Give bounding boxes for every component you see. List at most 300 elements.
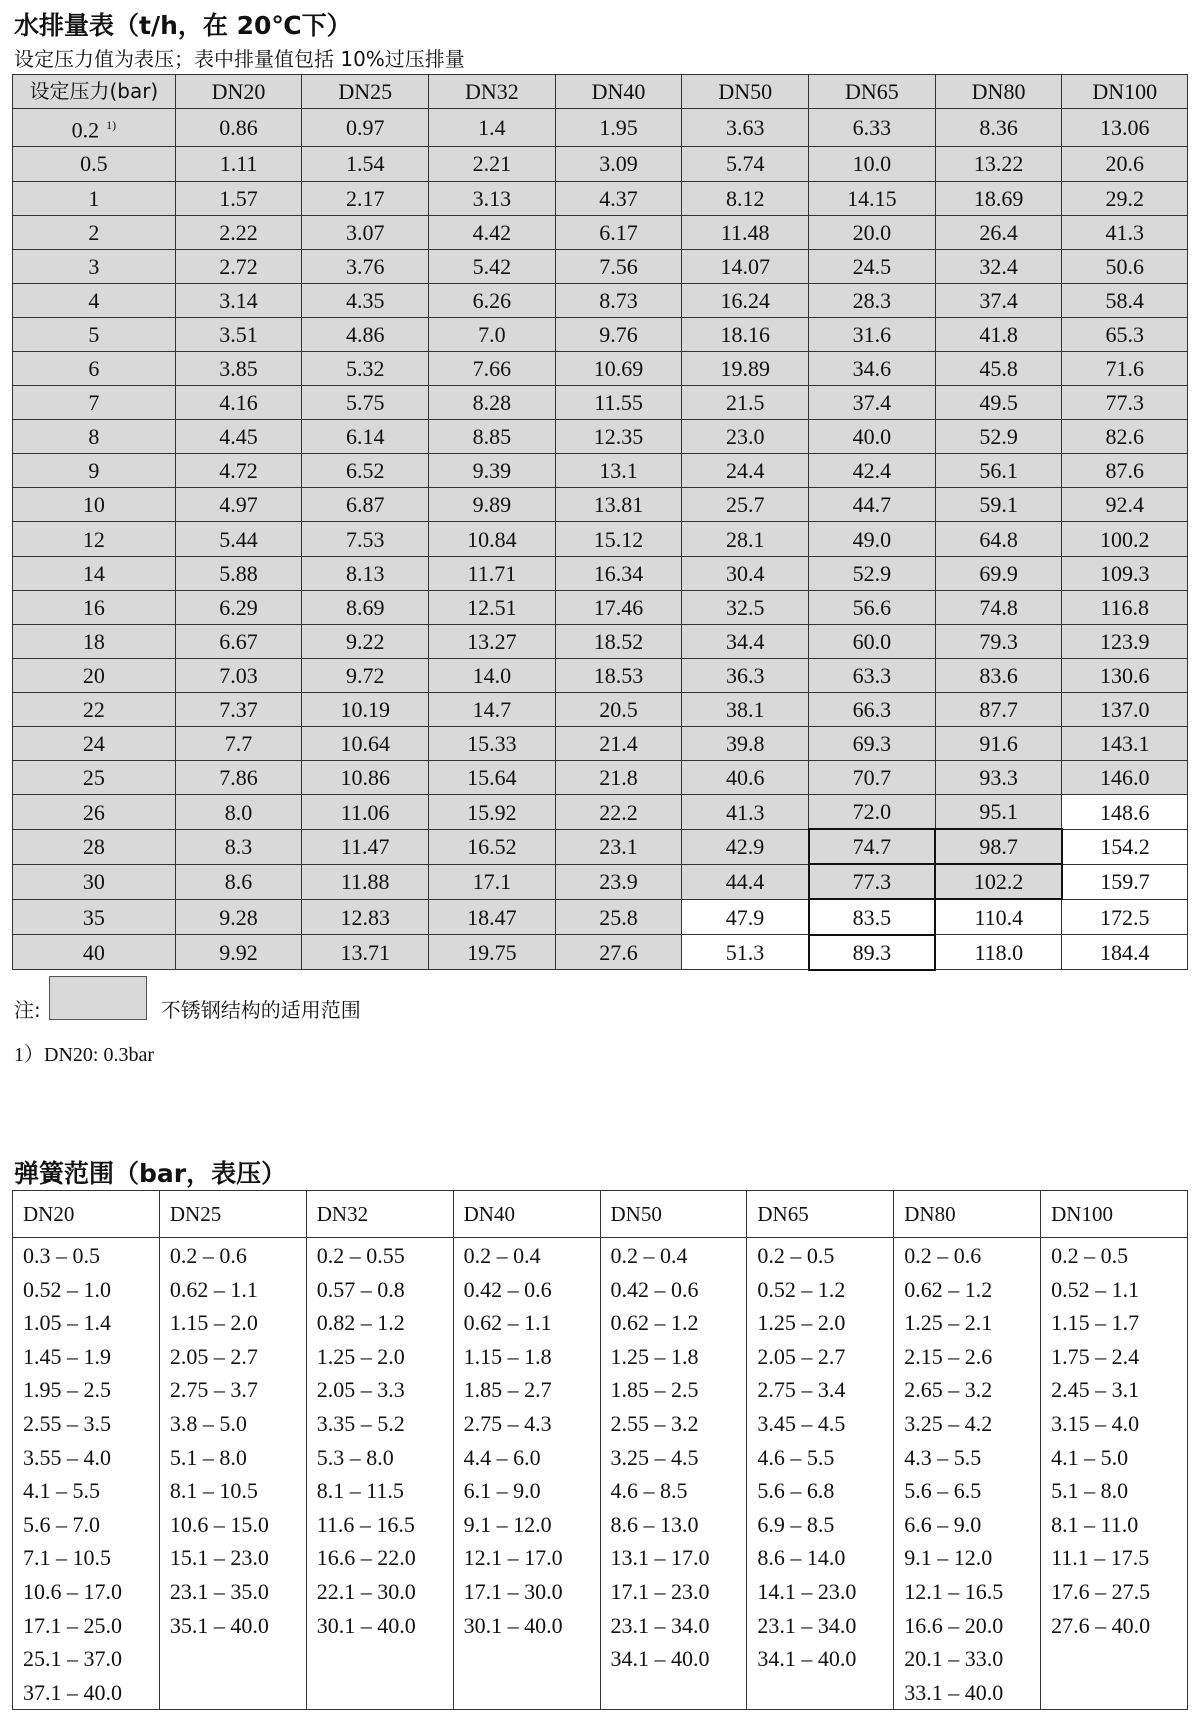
flow-row bbox=[13, 522, 1188, 556]
spring-header-dn32: DN32 bbox=[306, 1191, 453, 1238]
set-pressure-value: 3 bbox=[88, 253, 100, 279]
spring-range: 2.05 – 3.3 bbox=[316, 1377, 405, 1403]
spring-range: 2.75 – 3.7 bbox=[169, 1377, 258, 1403]
spring-range: 4.4 – 6.0 bbox=[463, 1444, 541, 1470]
flow-row bbox=[13, 795, 1188, 830]
spring-range: 2.55 – 3.5 bbox=[23, 1410, 111, 1436]
flow-value-cell: 14.15 bbox=[809, 181, 936, 215]
spring-range: 6.6 – 9.0 bbox=[904, 1511, 982, 1537]
flow-value-cell: 13.27 bbox=[429, 624, 556, 658]
spring-range: 0.52 – 1.0 bbox=[23, 1276, 111, 1302]
spring-range: 20.1 – 33.0 bbox=[904, 1646, 1004, 1672]
flow-value-cell: 116.8 bbox=[1062, 590, 1188, 624]
flow-value-cell: 118.0 bbox=[935, 935, 1062, 970]
flow-value-cell: 52.9 bbox=[935, 420, 1062, 454]
flow-value-cell: 21.8 bbox=[555, 761, 682, 795]
spring-range: 1.15 – 2.0 bbox=[169, 1310, 258, 1336]
spring-range: 37.1 – 40.0 bbox=[23, 1679, 122, 1705]
spring-range: 34.1 – 40.0 bbox=[757, 1646, 857, 1672]
flow-value-cell: 10.64 bbox=[302, 727, 429, 761]
flow-value-cell: 77.3 bbox=[809, 864, 936, 899]
spring-range: 3.25 – 4.5 bbox=[610, 1444, 699, 1470]
spring-range: 3.25 – 4.2 bbox=[904, 1410, 993, 1436]
flow-value-cell: 70.7 bbox=[809, 761, 936, 795]
spring-range: 5.1 – 8.0 bbox=[169, 1444, 247, 1470]
spring-range: 0.2 – 0.55 bbox=[316, 1243, 405, 1268]
flow-value-cell: 5.32 bbox=[302, 351, 429, 385]
flow-value-cell: 1.95 bbox=[555, 109, 682, 147]
flow-value-cell: 49.0 bbox=[809, 522, 936, 556]
spring-range: 23.1 – 34.0 bbox=[757, 1612, 857, 1638]
spring-range: 4.6 – 8.5 bbox=[610, 1478, 688, 1504]
flow-table-title: 水排量表（t/h，在 20℃下） bbox=[14, 11, 352, 40]
flow-value-cell: 7.0 bbox=[429, 317, 556, 351]
flow-row bbox=[13, 317, 1188, 351]
flow-value-cell: 34.6 bbox=[809, 351, 936, 385]
flow-value-cell: 0.97 bbox=[302, 109, 429, 147]
flow-value-cell: 28.1 bbox=[682, 522, 809, 556]
flow-value-cell: 31.6 bbox=[809, 317, 936, 351]
flow-value-cell: 32.4 bbox=[935, 249, 1062, 283]
set-pressure-value: 16 bbox=[82, 594, 105, 620]
spring-range: 2.75 – 3.4 bbox=[757, 1377, 846, 1403]
set-pressure-cell bbox=[13, 727, 176, 761]
flow-value-cell: 9.76 bbox=[555, 317, 682, 351]
flow-value-cell: 11.71 bbox=[429, 556, 556, 590]
spring-range: 10.6 – 17.0 bbox=[23, 1578, 122, 1604]
flow-value-cell: 8.36 bbox=[935, 109, 1062, 147]
spring-header-dn80: DN80 bbox=[894, 1191, 1041, 1238]
flow-value-cell: 8.6 bbox=[175, 864, 302, 899]
spring-range: 3.55 – 4.0 bbox=[23, 1444, 111, 1470]
flow-value-cell: 3.13 bbox=[429, 181, 556, 215]
spring-column bbox=[600, 1238, 747, 1710]
spring-range: 17.1 – 23.0 bbox=[610, 1578, 710, 1604]
flow-value-cell: 11.48 bbox=[682, 215, 809, 249]
spring-column bbox=[159, 1238, 306, 1710]
flow-value-cell: 15.64 bbox=[429, 761, 556, 795]
flow-value-cell: 21.4 bbox=[555, 727, 682, 761]
flow-row bbox=[13, 283, 1188, 317]
flow-value-cell: 39.8 bbox=[682, 727, 809, 761]
flow-value-cell: 25.8 bbox=[555, 899, 682, 934]
flow-value-cell: 6.67 bbox=[175, 624, 302, 658]
flow-value-cell: 18.52 bbox=[555, 624, 682, 658]
flow-value-cell: 72.0 bbox=[809, 795, 936, 830]
flow-value-cell: 14.7 bbox=[429, 692, 556, 726]
set-pressure-cell bbox=[13, 899, 176, 934]
flow-value-cell: 12.83 bbox=[302, 899, 429, 934]
set-pressure-cell bbox=[13, 488, 176, 522]
flow-value-cell: 38.1 bbox=[682, 692, 809, 726]
flow-value-cell: 20.6 bbox=[1062, 147, 1188, 181]
spring-range: 8.1 – 11.0 bbox=[1051, 1511, 1139, 1537]
flow-value-cell: 40.0 bbox=[809, 420, 936, 454]
flow-value-cell: 6.17 bbox=[555, 215, 682, 249]
flow-value-cell: 148.6 bbox=[1062, 795, 1188, 830]
flow-value-cell: 41.3 bbox=[1062, 215, 1188, 249]
flow-value-cell: 9.89 bbox=[429, 488, 556, 522]
flow-row bbox=[13, 761, 1188, 795]
flow-value-cell: 49.5 bbox=[935, 386, 1062, 420]
flow-value-cell: 56.6 bbox=[809, 590, 936, 624]
spring-range: 0.52 – 1.1 bbox=[1051, 1276, 1140, 1302]
set-pressure-value: 9 bbox=[88, 458, 100, 484]
flow-value-cell: 13.1 bbox=[555, 454, 682, 488]
spring-range: 3.8 – 5.0 bbox=[169, 1410, 247, 1436]
spring-range: 1.85 – 2.7 bbox=[463, 1377, 552, 1403]
flow-value-cell: 5.44 bbox=[175, 522, 302, 556]
spring-range: 5.6 – 6.5 bbox=[904, 1478, 982, 1504]
flow-value-cell: 4.42 bbox=[429, 215, 556, 249]
flow-value-cell: 6.33 bbox=[809, 109, 936, 147]
spring-range: 33.1 – 40.0 bbox=[904, 1679, 1004, 1705]
flow-value-cell: 45.8 bbox=[935, 351, 1062, 385]
flow-row bbox=[13, 727, 1188, 761]
flow-value-cell: 137.0 bbox=[1062, 692, 1188, 726]
flow-value-cell: 16.34 bbox=[555, 556, 682, 590]
set-pressure-value: 6 bbox=[88, 356, 100, 382]
spring-column bbox=[13, 1238, 160, 1710]
set-pressure-cell bbox=[13, 351, 176, 385]
set-pressure-cell bbox=[13, 864, 176, 899]
flow-value-cell: 1.57 bbox=[175, 181, 302, 215]
flow-value-cell: 7.03 bbox=[175, 658, 302, 692]
spring-range: 0.52 – 1.2 bbox=[757, 1276, 846, 1302]
header-dn32: DN32 bbox=[429, 75, 556, 109]
spring-range: 1.05 – 1.4 bbox=[23, 1310, 111, 1336]
flow-value-cell: 4.86 bbox=[302, 317, 429, 351]
flow-value-cell: 74.7 bbox=[809, 829, 936, 864]
set-pressure-value: 35 bbox=[82, 904, 105, 930]
set-pressure-value: 26 bbox=[82, 799, 105, 825]
flow-value-cell: 3.85 bbox=[175, 351, 302, 385]
spring-range: 23.1 – 35.0 bbox=[169, 1578, 269, 1604]
set-pressure-cell bbox=[13, 590, 176, 624]
set-pressure-value: 40 bbox=[82, 939, 105, 965]
set-pressure-cell bbox=[13, 283, 176, 317]
flow-value-cell: 7.37 bbox=[175, 692, 302, 726]
flow-value-cell: 2.22 bbox=[175, 215, 302, 249]
flow-value-cell: 4.37 bbox=[555, 181, 682, 215]
flow-value-cell: 9.92 bbox=[175, 935, 302, 970]
spring-range: 1.45 – 1.9 bbox=[23, 1343, 111, 1369]
flow-value-cell: 3.76 bbox=[302, 249, 429, 283]
set-pressure-cell bbox=[13, 249, 176, 283]
spring-range: 4.1 – 5.5 bbox=[23, 1478, 100, 1504]
flow-value-cell: 23.9 bbox=[555, 864, 682, 899]
flow-value-cell: 8.13 bbox=[302, 556, 429, 590]
set-pressure-value: 18 bbox=[82, 628, 105, 654]
flow-value-cell: 83.5 bbox=[809, 899, 936, 934]
spring-range: 14.1 – 23.0 bbox=[757, 1578, 857, 1604]
spring-column bbox=[894, 1238, 1041, 1710]
header-dn20: DN20 bbox=[175, 75, 302, 109]
spring-range: 8.6 – 14.0 bbox=[757, 1545, 846, 1571]
spring-range: 0.42 – 0.6 bbox=[463, 1276, 552, 1302]
set-pressure-value: 10 bbox=[82, 492, 105, 518]
spring-range: 0.42 – 0.6 bbox=[610, 1276, 699, 1302]
flow-value-cell: 3.07 bbox=[302, 215, 429, 249]
flow-value-cell: 2.17 bbox=[302, 181, 429, 215]
spring-range: 11.1 – 17.5 bbox=[1051, 1545, 1150, 1571]
flow-value-cell: 9.39 bbox=[429, 454, 556, 488]
flow-row bbox=[13, 386, 1188, 420]
flow-value-cell: 30.4 bbox=[682, 556, 809, 590]
set-pressure-cell bbox=[13, 147, 176, 181]
flow-value-cell: 18.47 bbox=[429, 899, 556, 934]
flow-value-cell: 79.3 bbox=[935, 624, 1062, 658]
spring-range: 6.9 – 8.5 bbox=[757, 1511, 835, 1537]
flow-value-cell: 13.06 bbox=[1062, 109, 1188, 147]
set-pressure-value: 7 bbox=[88, 390, 100, 416]
flow-value-cell: 11.55 bbox=[555, 386, 682, 420]
spring-range: 3.45 – 4.5 bbox=[757, 1410, 846, 1436]
header-dn80: DN80 bbox=[935, 75, 1062, 109]
set-pressure-cell bbox=[13, 454, 176, 488]
spring-range: 1.25 – 2.0 bbox=[757, 1310, 846, 1336]
flow-value-cell: 16.24 bbox=[682, 283, 809, 317]
flow-value-cell: 1.4 bbox=[429, 109, 556, 147]
flow-value-cell: 1.54 bbox=[302, 147, 429, 181]
flow-value-cell: 23.1 bbox=[555, 829, 682, 864]
flow-row bbox=[13, 215, 1188, 249]
shaded-swatch bbox=[49, 976, 147, 1020]
flow-value-cell: 19.89 bbox=[682, 351, 809, 385]
flow-row bbox=[13, 829, 1188, 864]
flow-row bbox=[13, 420, 1188, 454]
flow-value-cell: 10.86 bbox=[302, 761, 429, 795]
flow-row bbox=[13, 147, 1188, 181]
flow-value-cell: 7.56 bbox=[555, 249, 682, 283]
spring-column bbox=[1041, 1238, 1188, 1710]
spring-range: 17.1 – 30.0 bbox=[463, 1578, 563, 1604]
set-pressure-cell bbox=[13, 556, 176, 590]
flow-value-cell: 16.52 bbox=[429, 829, 556, 864]
set-pressure-cell bbox=[13, 795, 176, 830]
flow-value-cell: 1.11 bbox=[175, 147, 302, 181]
flow-value-cell: 14.0 bbox=[429, 658, 556, 692]
spring-range: 1.75 – 2.4 bbox=[1051, 1343, 1140, 1369]
flow-value-cell: 4.16 bbox=[175, 386, 302, 420]
set-pressure-value: 4 bbox=[88, 287, 100, 313]
header-dn100: DN100 bbox=[1062, 75, 1188, 109]
flow-value-cell: 8.73 bbox=[555, 283, 682, 317]
flow-value-cell: 25.7 bbox=[682, 488, 809, 522]
flow-row bbox=[13, 454, 1188, 488]
spring-range: 22.1 – 30.0 bbox=[316, 1578, 416, 1604]
spring-range: 5.6 – 6.8 bbox=[757, 1478, 835, 1504]
set-pressure-cell bbox=[13, 658, 176, 692]
flow-value-cell: 143.1 bbox=[1062, 727, 1188, 761]
set-pressure-cell bbox=[13, 215, 176, 249]
flow-value-cell: 13.71 bbox=[302, 935, 429, 970]
flow-value-cell: 172.5 bbox=[1062, 899, 1188, 934]
flow-value-cell: 102.2 bbox=[935, 864, 1062, 899]
spring-header-dn65: DN65 bbox=[747, 1191, 894, 1238]
flow-value-cell: 32.5 bbox=[682, 590, 809, 624]
flow-row bbox=[13, 590, 1188, 624]
flow-value-cell: 11.88 bbox=[302, 864, 429, 899]
flow-value-cell: 26.4 bbox=[935, 215, 1062, 249]
flow-value-cell: 66.3 bbox=[809, 692, 936, 726]
spring-range: 1.25 – 1.8 bbox=[610, 1343, 699, 1369]
flow-value-cell: 77.3 bbox=[1062, 386, 1188, 420]
spring-range: 27.6 – 40.0 bbox=[1051, 1612, 1151, 1638]
flow-value-cell: 3.51 bbox=[175, 317, 302, 351]
spring-range: 8.6 – 13.0 bbox=[610, 1511, 699, 1537]
flow-value-cell: 18.69 bbox=[935, 181, 1062, 215]
flow-value-cell: 87.7 bbox=[935, 692, 1062, 726]
spring-range: 1.15 – 1.8 bbox=[463, 1343, 552, 1369]
spring-header-row bbox=[13, 1191, 1188, 1238]
flow-value-cell: 9.72 bbox=[302, 658, 429, 692]
spring-range: 0.2 – 0.5 bbox=[1051, 1243, 1129, 1268]
set-pressure-cell bbox=[13, 692, 176, 726]
flow-row bbox=[13, 249, 1188, 283]
spring-header-dn100: DN100 bbox=[1041, 1191, 1188, 1238]
flow-value-cell: 28.3 bbox=[809, 283, 936, 317]
flow-value-cell: 6.14 bbox=[302, 420, 429, 454]
flow-row bbox=[13, 109, 1188, 147]
flow-value-cell: 92.4 bbox=[1062, 488, 1188, 522]
set-pressure-value: 0.5 bbox=[80, 151, 108, 177]
flow-value-cell: 8.69 bbox=[302, 590, 429, 624]
set-pressure-cell bbox=[13, 522, 176, 556]
flow-value-cell: 37.4 bbox=[935, 283, 1062, 317]
flow-value-cell: 18.53 bbox=[555, 658, 682, 692]
flow-value-cell: 18.16 bbox=[682, 317, 809, 351]
flow-value-cell: 64.8 bbox=[935, 522, 1062, 556]
spring-range: 35.1 – 40.0 bbox=[169, 1612, 269, 1638]
flow-value-cell: 154.2 bbox=[1062, 829, 1188, 864]
spring-body-row bbox=[13, 1238, 1188, 1710]
flow-row bbox=[13, 181, 1188, 215]
flow-value-cell: 41.8 bbox=[935, 317, 1062, 351]
spring-range-table bbox=[12, 1190, 1188, 1710]
flow-value-cell: 6.26 bbox=[429, 283, 556, 317]
flow-value-cell: 15.92 bbox=[429, 795, 556, 830]
spring-range: 0.2 – 0.6 bbox=[904, 1243, 982, 1268]
spring-range: 30.1 – 40.0 bbox=[463, 1612, 563, 1638]
spring-range: 0.3 – 0.5 bbox=[23, 1243, 100, 1268]
spring-range: 8.1 – 10.5 bbox=[169, 1478, 258, 1504]
set-pressure-cell bbox=[13, 935, 176, 970]
flow-value-cell: 7.86 bbox=[175, 761, 302, 795]
flow-value-cell: 110.4 bbox=[935, 899, 1062, 934]
flow-value-cell: 146.0 bbox=[1062, 761, 1188, 795]
flow-value-cell: 8.28 bbox=[429, 386, 556, 420]
flow-value-cell: 12.35 bbox=[555, 420, 682, 454]
spring-table-title: 弹簧范围（bar，表压） bbox=[14, 1159, 287, 1188]
spring-range: 7.1 – 10.5 bbox=[23, 1545, 111, 1571]
spring-range: 2.05 – 2.7 bbox=[169, 1343, 258, 1369]
flow-row bbox=[13, 692, 1188, 726]
flow-value-cell: 93.3 bbox=[935, 761, 1062, 795]
flow-value-cell: 24.5 bbox=[809, 249, 936, 283]
flow-value-cell: 40.6 bbox=[682, 761, 809, 795]
spring-range: 12.1 – 16.5 bbox=[904, 1578, 1004, 1604]
spring-range: 2.15 – 2.6 bbox=[904, 1343, 993, 1369]
flow-value-cell: 24.4 bbox=[682, 454, 809, 488]
flow-value-cell: 10.0 bbox=[809, 147, 936, 181]
flow-value-cell: 21.5 bbox=[682, 386, 809, 420]
spring-header-dn40: DN40 bbox=[453, 1191, 600, 1238]
header-set-pressure: 设定压力(bar) bbox=[13, 75, 176, 109]
spring-range: 2.65 – 3.2 bbox=[904, 1377, 993, 1403]
flow-value-cell: 52.9 bbox=[809, 556, 936, 590]
set-pressure-value: 0.2 bbox=[71, 117, 100, 143]
flow-table-subtitle: 设定压力值为表压；表中排量值包括 10%过压排量 bbox=[14, 47, 465, 71]
flow-value-cell: 47.9 bbox=[682, 899, 809, 934]
spring-header-dn25: DN25 bbox=[159, 1191, 306, 1238]
flow-value-cell: 9.28 bbox=[175, 899, 302, 934]
flow-value-cell: 5.42 bbox=[429, 249, 556, 283]
spring-range: 0.2 – 0.4 bbox=[610, 1243, 688, 1268]
flow-row bbox=[13, 488, 1188, 522]
footnote-marker: 1) bbox=[103, 118, 117, 133]
spring-header-dn50: DN50 bbox=[600, 1191, 747, 1238]
spring-range: 17.1 – 25.0 bbox=[23, 1612, 122, 1638]
flow-value-cell: 159.7 bbox=[1062, 864, 1188, 899]
spring-range: 25.1 – 37.0 bbox=[23, 1646, 122, 1672]
flow-value-cell: 74.8 bbox=[935, 590, 1062, 624]
flow-row bbox=[13, 935, 1188, 970]
spring-range: 1.25 – 2.0 bbox=[316, 1343, 405, 1369]
flow-value-cell: 2.72 bbox=[175, 249, 302, 283]
flow-value-cell: 42.9 bbox=[682, 829, 809, 864]
set-pressure-value: 30 bbox=[82, 869, 105, 895]
set-pressure-value: 25 bbox=[82, 765, 105, 791]
set-pressure-cell bbox=[13, 829, 176, 864]
flow-row bbox=[13, 556, 1188, 590]
flow-row bbox=[13, 899, 1188, 934]
flow-value-cell: 95.1 bbox=[935, 795, 1062, 830]
header-dn40: DN40 bbox=[555, 75, 682, 109]
flow-value-cell: 12.51 bbox=[429, 590, 556, 624]
spring-range: 12.1 – 17.0 bbox=[463, 1545, 563, 1571]
flow-value-cell: 2.21 bbox=[429, 147, 556, 181]
flow-value-cell: 10.84 bbox=[429, 522, 556, 556]
spring-range: 34.1 – 40.0 bbox=[610, 1646, 710, 1672]
spring-range: 0.57 – 0.8 bbox=[316, 1276, 405, 1302]
flow-value-cell: 17.46 bbox=[555, 590, 682, 624]
footnote: 1）DN20: 0.3bar bbox=[14, 1044, 154, 1066]
flow-value-cell: 37.4 bbox=[809, 386, 936, 420]
spring-range: 0.62 – 1.2 bbox=[610, 1310, 699, 1336]
flow-value-cell: 3.14 bbox=[175, 283, 302, 317]
set-pressure-cell bbox=[13, 420, 176, 454]
spring-range: 2.05 – 2.7 bbox=[757, 1343, 846, 1369]
spring-range: 3.35 – 5.2 bbox=[316, 1410, 405, 1436]
flow-value-cell: 56.1 bbox=[935, 454, 1062, 488]
set-pressure-cell bbox=[13, 761, 176, 795]
spring-range: 1.25 – 2.1 bbox=[904, 1310, 993, 1336]
note-text: 不锈钢结构的适用范围 bbox=[160, 997, 361, 1022]
set-pressure-cell bbox=[13, 386, 176, 420]
flow-value-cell: 8.85 bbox=[429, 420, 556, 454]
spring-range: 0.62 – 1.1 bbox=[169, 1276, 258, 1302]
flow-value-cell: 69.3 bbox=[809, 727, 936, 761]
header-dn25: DN25 bbox=[302, 75, 429, 109]
spring-range: 17.6 – 27.5 bbox=[1051, 1578, 1151, 1604]
note-label: 注: bbox=[14, 997, 41, 1022]
flow-value-cell: 50.6 bbox=[1062, 249, 1188, 283]
flow-value-cell: 123.9 bbox=[1062, 624, 1188, 658]
flow-value-cell: 10.19 bbox=[302, 692, 429, 726]
flow-value-cell: 83.6 bbox=[935, 658, 1062, 692]
flow-value-cell: 8.3 bbox=[175, 829, 302, 864]
